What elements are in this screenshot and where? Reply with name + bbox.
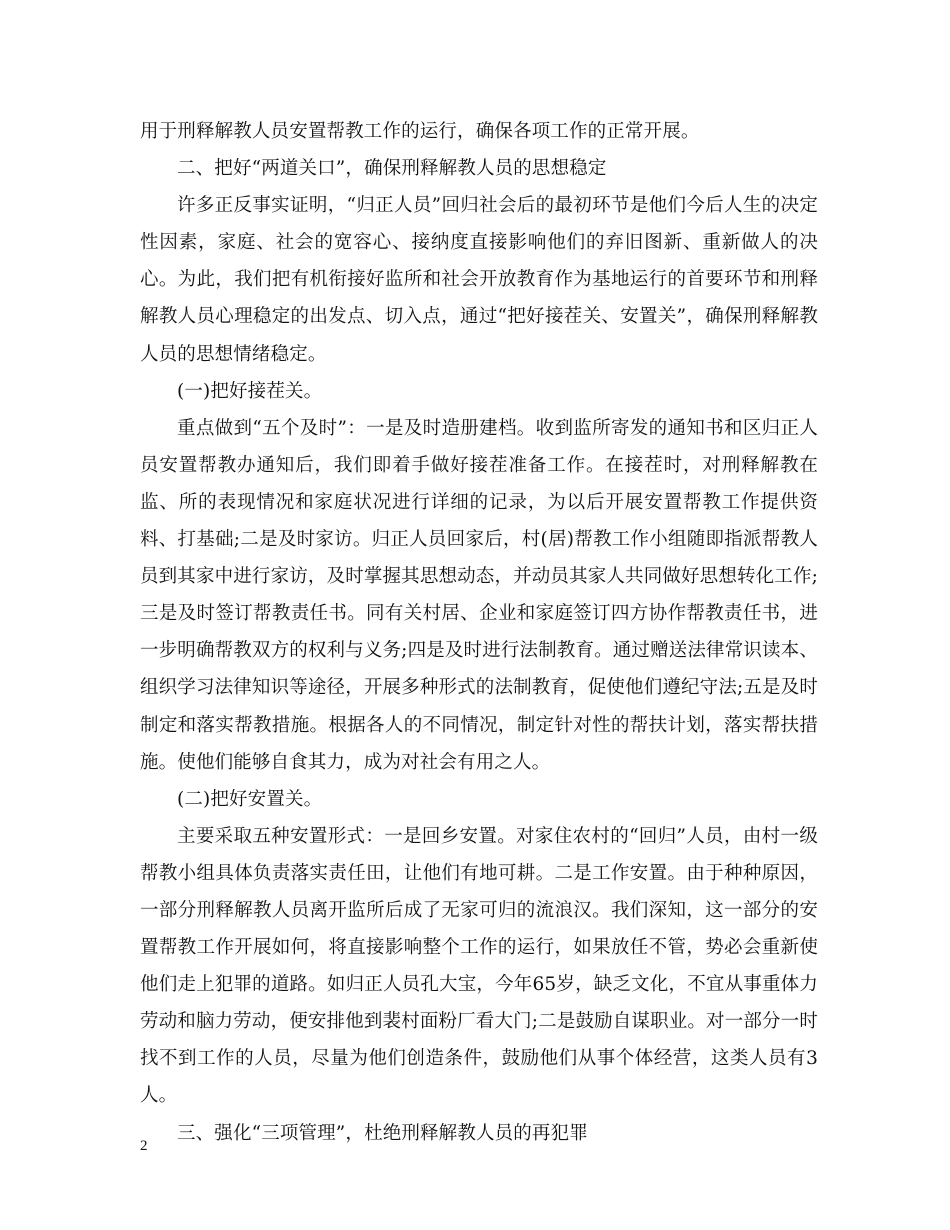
subheading-one: (一)把好接茬关。 <box>177 380 323 402</box>
section-heading-three: 三、强化“三项管理”，杜绝刑释解教人员的再犯罪 <box>177 1122 588 1144</box>
paragraph-five-timely: 重点做到“五个及时”：一是及时造册建档。收到监所寄发的通知书和区归正人员安置帮教办通知后，我们即着手做好接茬准备工作。在接茬时，对刑释解教在监、所的表现情况和家庭状况进行详细的记录，为以后开展安置帮教工作提供资料、打基础;二是及时家访。归正人员回家后，村(居)帮教工作小组随即指派帮教人员到其家中进行家访，及时掌握其思想动态，并动员其家人共同做好思想转化工作;三是及时签订帮教责任书。同有关村居、企业和家庭签订四方协作帮教责任书，进一步明确帮教双方的权利与义务;四是及时进行法制教育。通过赠送法律常识读本、组织学习法律知识等途径，开展多种形式的法制教育，促使他们遵纪守法;五是及时制定和落实帮教措施。根据各人的不同情况，制定针对性的帮扶计划，落实帮扶措施。使他们能够自食其力，成为对社会有用之人。 <box>140 417 818 773</box>
section-heading-two: 二、把好“两道关口”，确保刑释解教人员的思想稳定 <box>177 158 607 180</box>
paragraph-continuation: 用于刑释解教人员安置帮教工作的运行，确保各项工作的正常开展。 <box>140 121 700 142</box>
page-number: 2 <box>140 1138 148 1154</box>
subheading-two: (二)把好安置关。 <box>177 788 323 810</box>
paragraph-intro: 许多正反事实证明，“归正人员”回归社会后的最初环节是他们今后人生的决定性因素，家庭、社会的宽容心、接纳度直接影响他们的弃旧图新、重新做人的决心。为此，我们把有机衔接好监所和社会开放教育作为基地运行的首要环节和刑释解教人员心理稳定的出发点、切入点，通过“把好接茬关、安置关”，确保刑释解教人员的思想情绪稳定。 <box>140 195 818 365</box>
document-body <box>140 113 818 1152</box>
paragraph-placement: 主要采取五种安置形式：一是回乡安置。对家住农村的“回归”人员，由村一级帮教小组具体负责落实责任田，让他们有地可耕。二是工作安置。由于种种原因，一部分刑释解教人员离开监所后成了无家可归的流浪汉。我们深知，这一部分的安置帮教工作开展如何，将直接影响整个工作的运行，如果放任不管，势必会重新使他们走上犯罪的道路。如归正人员孔大宝，今年65岁，缺乏文化，不宜从事重体力劳动和脑力劳动，便安排他到裴村面粉厂看大门;二是鼓励自谋职业。对一部分一时找不到工作的人员，尽量为他们创造条件，鼓励他们从事个体经营，这类人员有3人。 <box>140 825 818 1107</box>
